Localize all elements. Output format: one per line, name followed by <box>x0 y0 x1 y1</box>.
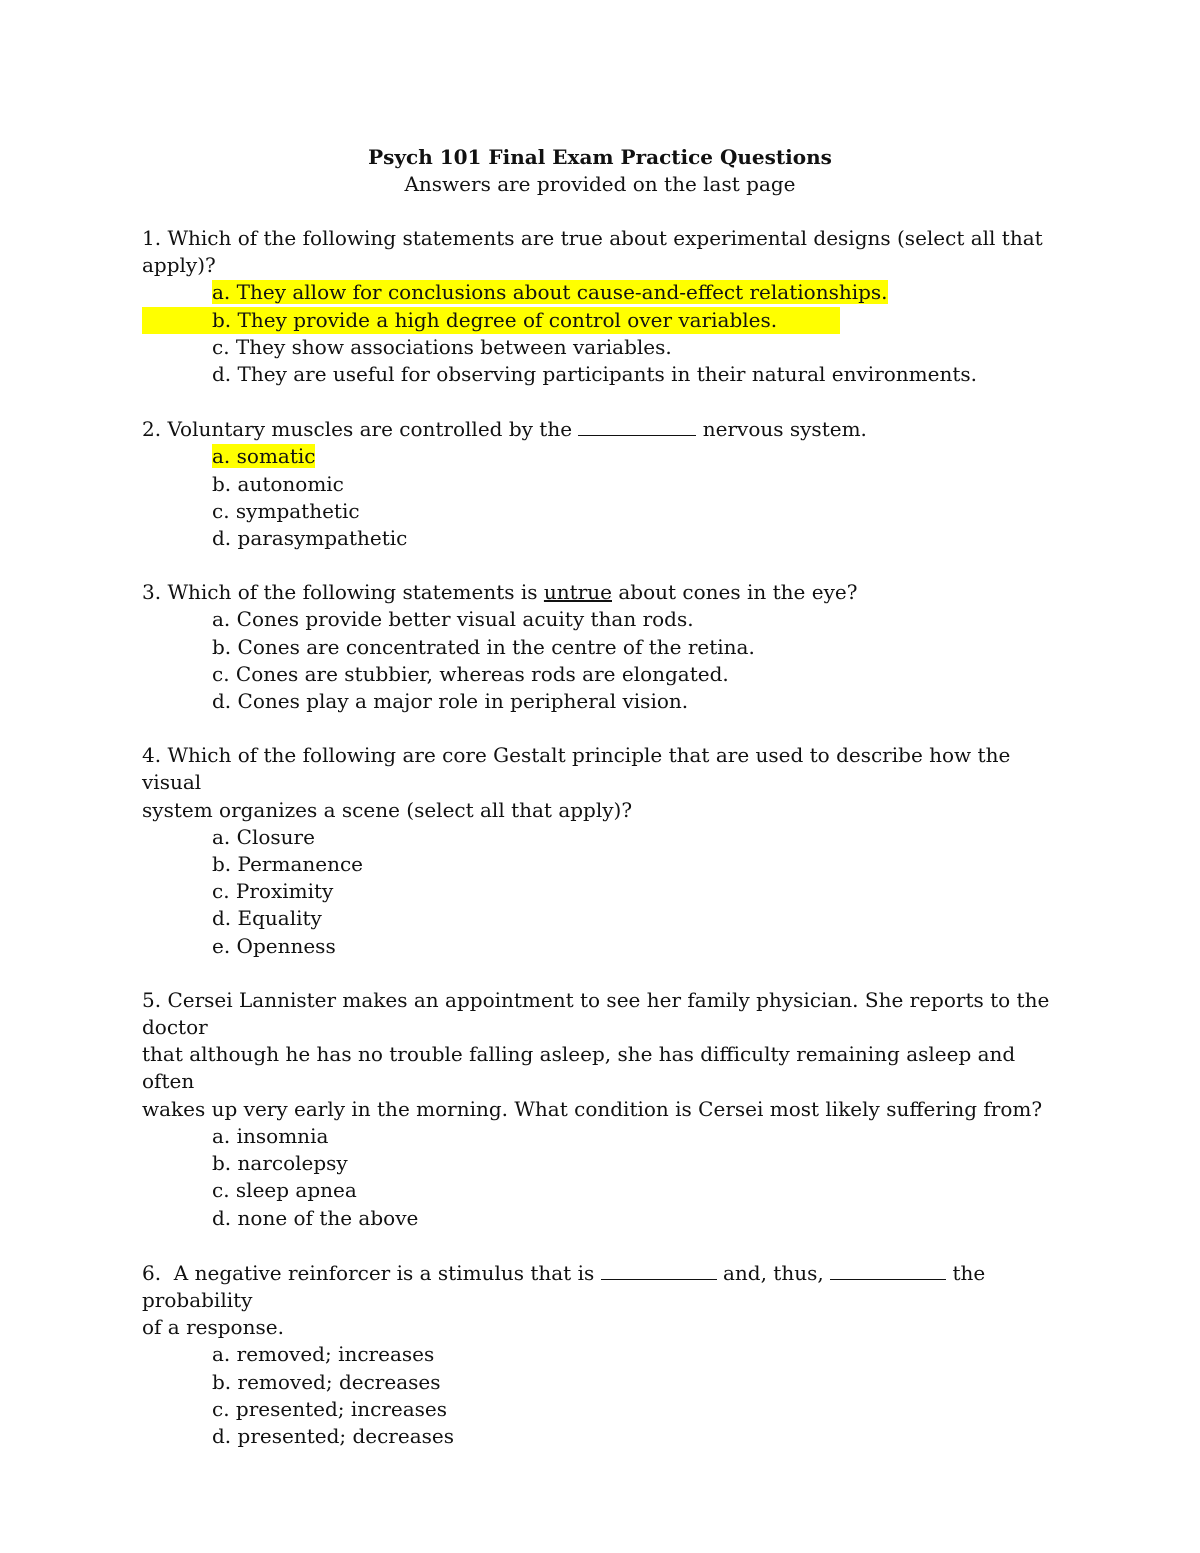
question-6-stem-line-1 <box>142 1259 1062 1314</box>
question-5-option-c: c. sleep apnea <box>212 1178 357 1203</box>
question-1-option-d: d. They are useful for observing participants in their natural environments. <box>212 362 978 387</box>
fill-in-blank <box>578 415 696 436</box>
question-1-option-a <box>142 279 1062 306</box>
question-3-stem-after: about cones in the eye? <box>618 580 858 605</box>
question-3 <box>142 579 1062 715</box>
answer-highlight: b. They provide a high degree of control over variables. <box>212 307 778 332</box>
question-3-stem <box>142 579 1062 606</box>
fill-in-blank <box>830 1259 946 1280</box>
document-title: Psych 101 Final Exam Practice Questions <box>368 145 832 169</box>
question-2-stem-after: nervous system. <box>702 417 867 442</box>
question-list <box>142 225 1062 1477</box>
question-6-option-b: b. removed; decreases <box>212 1369 441 1394</box>
question-1 <box>142 225 1062 388</box>
document-subtitle: Answers are provided on the last page <box>404 172 796 196</box>
question-2-option-b: b. autonomic <box>212 471 344 496</box>
question-5 <box>142 987 1062 1232</box>
answer-highlight: a. They allow for conclusions about cause-and-effect relationships. <box>212 280 888 305</box>
question-2-option-c: c. sympathetic <box>212 498 360 523</box>
fill-in-blank <box>601 1259 717 1280</box>
question-3-option-c: c. Cones are stubbier, whereas rods are elongated. <box>212 661 729 686</box>
question-5-stem-line-1: 5. Cersei Lannister makes an appointment to see her family physician. She reports to the doctor <box>142 987 1050 1040</box>
question-2-option-a <box>142 443 1062 470</box>
answer-highlight: a. somatic <box>212 444 316 469</box>
question-6-option-a: a. removed; increases <box>212 1342 435 1367</box>
question-1-stem: 1. Which of the following statements are true about experimental designs (select all that apply)? <box>142 226 1043 278</box>
question-4-stem-line-2: system organizes a scene (select all that apply)? <box>142 797 633 822</box>
question-2-stem <box>142 415 1062 443</box>
question-3-stem-emphasis: untrue <box>543 580 612 605</box>
question-3-option-d: d. Cones play a major role in peripheral vision. <box>212 689 689 714</box>
question-4-option-a: a. Closure <box>212 824 315 849</box>
question-2-option-d: d. parasympathetic <box>212 526 408 551</box>
question-6 <box>142 1259 1062 1450</box>
question-4-option-e: e. Openness <box>212 933 336 958</box>
question-6-stem-line-2: of a response. <box>142 1315 284 1340</box>
question-6-option-d: d. presented; decreases <box>212 1423 454 1448</box>
question-5-option-d: d. none of the above <box>212 1205 419 1230</box>
question-1-option-c: c. They show associations between variables. <box>212 334 672 359</box>
question-3-option-b: b. Cones are concentrated in the centre of the retina. <box>212 634 755 659</box>
question-3-option-a: a. Cones provide better visual acuity than rods. <box>212 607 694 632</box>
question-2-stem-before: 2. Voluntary muscles are controlled by the <box>142 417 573 442</box>
question-5-option-b: b. narcolepsy <box>212 1151 348 1176</box>
question-4-option-b: b. Permanence <box>212 852 363 877</box>
question-3-stem-before: 3. Which of the following statements is <box>142 580 538 605</box>
question-1-option-b <box>142 307 1062 334</box>
question-6-stem-part-3: the probability <box>142 1260 986 1312</box>
question-4 <box>142 742 1062 960</box>
question-2 <box>142 415 1062 552</box>
question-4-option-c: c. Proximity <box>212 879 334 904</box>
question-4-stem-line-1: 4. Which of the following are core Gestalt principle that are used to describe how the visual <box>142 743 1011 795</box>
question-5-stem-line-3: wakes up very early in the morning. What condition is Cersei most likely suffering from? <box>142 1096 1043 1121</box>
question-6-option-c: c. presented; increases <box>212 1396 448 1421</box>
question-6-stem-part-1: 6. A negative reinforcer is a stimulus that is <box>142 1260 595 1285</box>
question-4-option-d: d. Equality <box>212 906 322 931</box>
question-5-option-a: a. insomnia <box>212 1123 329 1148</box>
question-5-stem-line-2: that although he has no trouble falling asleep, she has difficulty remaining asleep and often <box>142 1042 1016 1094</box>
question-6-stem-part-2: and, thus, <box>722 1260 824 1285</box>
